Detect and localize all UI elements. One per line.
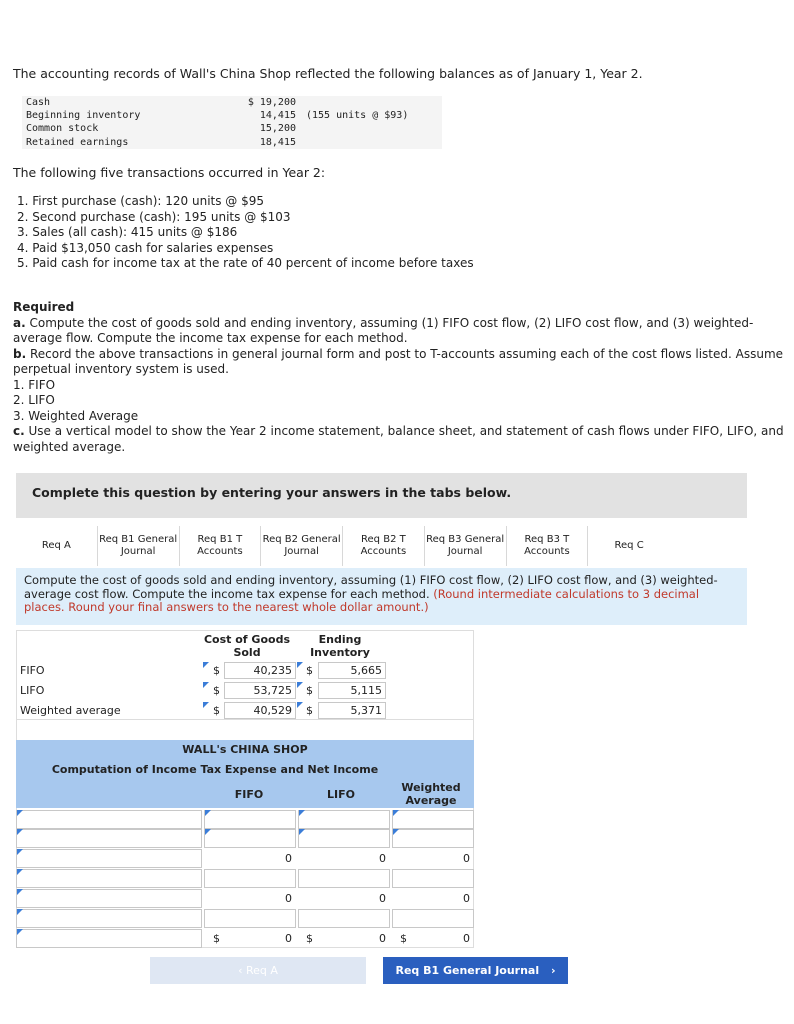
flag-icon <box>393 829 399 835</box>
required-c-text: Use a vertical model to show the Year 2 income statement, balance sheet, and statement of cash flows under FIFO, LIFO, and weighted average. <box>13 424 784 454</box>
next-button-label: Req B1 General Journal <box>395 964 540 977</box>
wa-ending-input[interactable]: 5,371 <box>318 702 386 719</box>
balance-row <box>22 96 442 109</box>
tax-row-label-input[interactable] <box>16 889 202 908</box>
tax-row-label-input[interactable] <box>16 849 202 868</box>
lifo-net-income: 0 <box>379 932 386 945</box>
transaction-item: 5. Paid cash for income tax at the rate of 40 percent of income before taxes <box>17 256 474 270</box>
lifo-amount-input[interactable] <box>298 810 390 829</box>
flag-icon <box>17 869 23 875</box>
required-a-label: a. <box>13 315 26 330</box>
transaction-item: 1. First purchase (cash): 120 units @ $95 <box>17 194 265 208</box>
wa-subtotal: 0 <box>463 852 470 865</box>
flag-icon <box>17 909 23 915</box>
fifo-amount-input[interactable] <box>204 909 296 928</box>
flag-icon <box>297 702 303 708</box>
tab-req-b3-general-journal[interactable]: Req B3 General Journal <box>425 526 507 566</box>
transaction-item: 4. Paid $13,050 cash for salaries expenses <box>17 240 274 255</box>
required-b-item: 2. LIFO <box>13 393 55 407</box>
lifo-amount-input[interactable] <box>298 869 390 888</box>
col-header-fifo: FIFO <box>234 788 264 801</box>
fifo-amount-input[interactable] <box>204 810 296 829</box>
balance-amount: 18,415 <box>259 136 296 148</box>
next-button[interactable] <box>383 957 568 984</box>
transaction-item: 2. Second purchase (cash): 195 units @ $103 <box>17 209 291 224</box>
fifo-ending-input[interactable]: 5,665 <box>318 662 386 679</box>
flag-icon <box>203 702 209 708</box>
col-header-cogs: Cost of Goods Sold <box>203 633 290 659</box>
flag-icon <box>205 810 211 816</box>
lifo-cogs-input[interactable]: 53,725 <box>224 682 296 699</box>
row-label-weighted-average: Weighted average <box>20 704 121 717</box>
currency-symbol: $ <box>213 704 220 717</box>
tab-req-b1-general-journal[interactable]: Req B1 General Journal <box>98 526 180 566</box>
fifo-amount-input[interactable] <box>204 829 296 848</box>
wa-amount-input[interactable] <box>392 909 474 928</box>
company-name: WALL's CHINA SHOP <box>182 743 308 756</box>
balance-amount: 15,200 <box>259 123 296 135</box>
flag-icon <box>203 662 209 668</box>
required-b-item: 3. Weighted Average <box>13 408 139 423</box>
prev-button[interactable] <box>150 957 366 984</box>
currency-symbol: $ <box>213 664 220 677</box>
required-heading: Required <box>13 300 75 314</box>
wa-amount-input[interactable] <box>392 829 474 848</box>
flag-icon <box>17 810 23 816</box>
tax-table-title: Computation of Income Tax Expense and Net Income <box>51 763 379 776</box>
flag-icon <box>393 810 399 816</box>
flag-icon <box>17 929 23 935</box>
balance-note <box>296 122 306 135</box>
required-a-text: Compute the cost of goods sold and ending inventory, assuming (1) FIFO cost flow, (2) LIFO cost flow, and (3) weighted-average flow. Compute the income tax expense for each method. <box>13 315 754 345</box>
tax-row-label-input[interactable] <box>16 909 202 928</box>
tax-row-label-input[interactable] <box>16 810 202 829</box>
lifo-subtotal: 0 <box>379 852 386 865</box>
wa-subtotal: 0 <box>463 892 470 905</box>
tab-req-c[interactable]: Req C <box>614 540 644 551</box>
flag-icon <box>299 829 305 835</box>
currency-symbol: $ <box>306 664 313 677</box>
balance-label: Retained earnings <box>26 136 129 148</box>
tax-row-label-input[interactable] <box>16 929 202 948</box>
tab-req-b3-t-accounts[interactable]: Req B3 T Accounts <box>507 526 589 566</box>
required-b <box>13 347 791 378</box>
question-box-text: Complete this question by entering your answers in the tabs below. <box>32 485 512 500</box>
required-c <box>13 424 791 455</box>
chevron-left-icon: ‹ <box>238 964 243 977</box>
flag-icon <box>299 810 305 816</box>
fifo-net-income: 0 <box>285 932 292 945</box>
intro-text: The accounting records of Wall's China Shop reflected the following balances as of January 1, Year 2. <box>13 66 643 81</box>
instructions-panel <box>16 568 747 625</box>
lifo-amount-input[interactable] <box>298 829 390 848</box>
row-label-lifo: LIFO <box>20 684 45 697</box>
currency-symbol: $ <box>213 684 220 697</box>
currency-symbol: $ <box>400 932 407 945</box>
flag-icon <box>17 849 23 855</box>
prev-button-label: Req A <box>245 964 278 977</box>
currency-symbol: $ <box>306 704 313 717</box>
flag-icon <box>297 682 303 688</box>
lifo-amount-input[interactable] <box>298 909 390 928</box>
wa-amount-input[interactable] <box>392 810 474 829</box>
required-c-label: c. <box>13 424 25 438</box>
balances-table <box>22 96 442 149</box>
tab-req-b2-general-journal[interactable]: Req B2 General Journal <box>261 526 343 566</box>
transaction-item: 3. Sales (all cash): 415 units @ $186 <box>17 225 238 239</box>
lifo-subtotal: 0 <box>379 892 386 905</box>
flag-icon <box>203 682 209 688</box>
tab-req-b1-t-accounts[interactable]: Req B1 T Accounts <box>180 526 262 566</box>
required-section <box>13 300 791 455</box>
flag-icon <box>17 829 23 835</box>
row-label-fifo: FIFO <box>20 664 45 677</box>
question-box <box>16 473 747 518</box>
balance-row <box>22 109 442 122</box>
required-a <box>13 316 791 347</box>
col-header-ending-inventory: Ending Inventory <box>310 633 370 659</box>
transactions-list <box>17 194 474 272</box>
balance-note: (155 units @ $93) <box>306 110 409 122</box>
balance-label: Cash <box>26 97 51 108</box>
currency-symbol: $ <box>213 932 220 945</box>
balance-label: Beginning inventory <box>26 110 141 122</box>
wa-net-income: 0 <box>463 932 470 945</box>
wa-amount-input[interactable] <box>392 869 474 888</box>
fifo-subtotal: 0 <box>285 852 292 865</box>
balance-note <box>296 136 306 149</box>
currency-symbol: $ <box>306 932 313 945</box>
fifo-subtotal: 0 <box>285 892 292 905</box>
balance-amount: 14,415 <box>259 110 296 122</box>
col-header-lifo: LIFO <box>327 788 355 801</box>
transactions-intro: The following five transactions occurred in Year 2: <box>13 165 326 180</box>
instructions-text: Compute the cost of goods sold and ending inventory, assuming (1) FIFO cost flow, (2) LIFO cost flow, and (3) weighted-average cost flow. Compute the income tax expense for each method. <box>24 573 718 601</box>
fifo-amount-input[interactable] <box>204 869 296 888</box>
balance-amount: $ 19,200 <box>247 97 296 108</box>
balance-note <box>296 96 306 109</box>
balance-label: Common stock <box>26 123 99 135</box>
instructions-note: (Round intermediate calculations to 3 decimal places. Round your final answers to the nearest whole dollar amount.) <box>24 586 700 614</box>
fifo-cogs-input[interactable]: 40,235 <box>224 662 296 679</box>
currency-symbol: $ <box>306 684 313 697</box>
wa-cogs-input[interactable]: 40,529 <box>224 702 296 719</box>
flag-icon <box>297 662 303 668</box>
flag-icon <box>17 889 23 895</box>
flag-icon <box>205 829 211 835</box>
tab-bar <box>16 526 670 566</box>
tab-req-b2-t-accounts[interactable]: Req B2 T Accounts <box>343 526 425 566</box>
required-b-text: Record the above transactions in general journal form and post to T-accounts assuming each of the cost flows listed. Assume perpetual inventory system is used. <box>13 346 784 376</box>
balance-row <box>22 136 442 149</box>
lifo-ending-input[interactable]: 5,115 <box>318 682 386 699</box>
tax-row-label-input[interactable] <box>16 829 202 848</box>
balance-row <box>22 122 442 135</box>
tab-req-a[interactable]: Req A <box>16 526 98 566</box>
required-b-item: 1. FIFO <box>13 377 56 392</box>
tax-row-label-input[interactable] <box>16 869 202 888</box>
col-header-weighted-average: Weighted Average <box>401 781 461 807</box>
required-b-label: b. <box>13 346 27 361</box>
chevron-right-icon: › <box>550 964 556 977</box>
